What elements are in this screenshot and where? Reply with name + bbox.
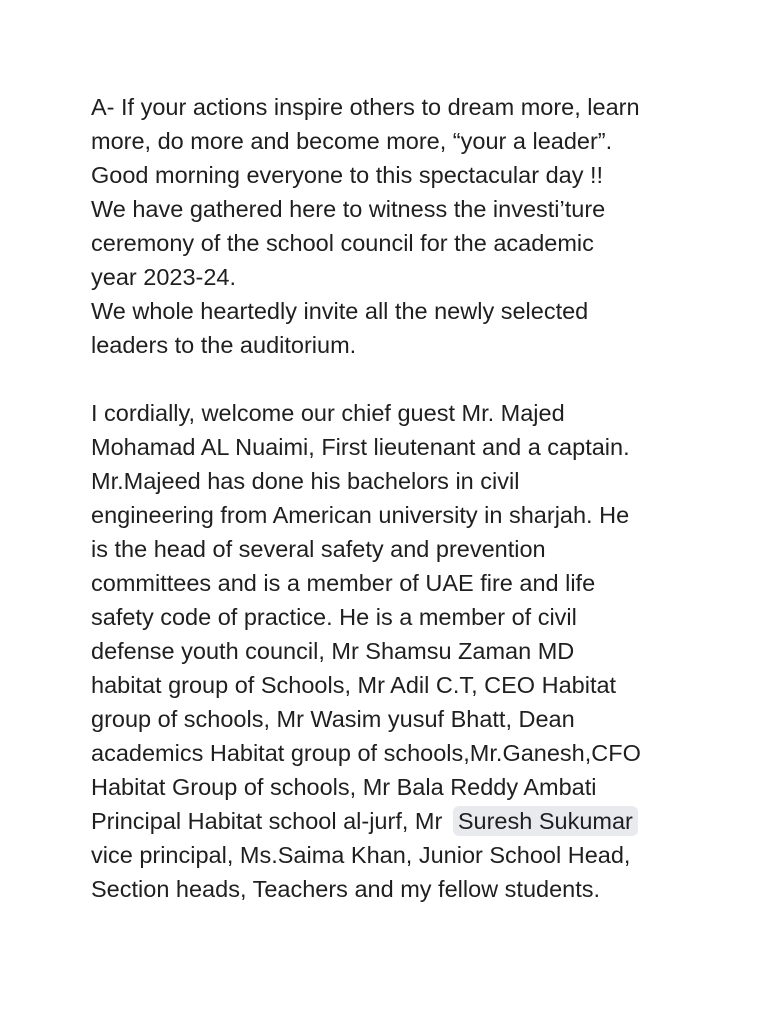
text-line: year 2023-24. bbox=[91, 264, 237, 290]
paragraph-intro bbox=[91, 90, 711, 362]
document-body bbox=[91, 90, 711, 906]
text-line: more, do more and become more, “your a leader”. bbox=[91, 128, 613, 154]
text-line: I cordially, welcome our chief guest Mr. Majed bbox=[91, 400, 565, 426]
text-line: Mr.Majeed has done his bachelors in civil bbox=[91, 468, 520, 494]
text-line-with-chip bbox=[91, 804, 711, 838]
paragraph-welcome bbox=[91, 396, 711, 906]
text-line: A- If your actions inspire others to dream more, learn bbox=[91, 94, 640, 120]
text-line: committees and is a member of UAE fire and life bbox=[91, 570, 596, 596]
paragraph-spacer bbox=[91, 362, 711, 396]
text-line: defense youth council, Mr Shamsu Zaman MD bbox=[91, 638, 575, 664]
text-line: engineering from American university in sharjah. He bbox=[91, 502, 630, 528]
text-line: is the head of several safety and prevention bbox=[91, 536, 546, 562]
text-line: academics Habitat group of schools,Mr.Ganesh,CFO bbox=[91, 740, 641, 766]
text-line: Habitat Group of schools, Mr Bala Reddy Ambati bbox=[91, 774, 597, 800]
text-line: Good morning everyone to this spectacular day !! bbox=[91, 162, 604, 188]
text-line: ceremony of the school council for the academic bbox=[91, 230, 594, 256]
text-line-prefix: Principal Habitat school al-jurf, Mr bbox=[91, 808, 443, 834]
text-line: We whole heartedly invite all the newly selected bbox=[91, 298, 589, 324]
text-line: vice principal, Ms.Saima Khan, Junior School Head, bbox=[91, 842, 631, 868]
text-line: Mohamad AL Nuaimi, First lieutenant and a captain. bbox=[91, 434, 630, 460]
text-line: safety code of practice. He is a member of civil bbox=[91, 604, 577, 630]
text-line: We have gathered here to witness the investi’ture bbox=[91, 196, 606, 222]
person-smart-chip[interactable]: Suresh Sukumar bbox=[453, 806, 638, 836]
text-line: leaders to the auditorium. bbox=[91, 332, 357, 358]
text-line: habitat group of Schools, Mr Adil C.T, CEO Habitat bbox=[91, 672, 617, 698]
text-line: group of schools, Mr Wasim yusuf Bhatt, Dean bbox=[91, 706, 575, 732]
text-line: Section heads, Teachers and my fellow students. bbox=[91, 876, 601, 902]
